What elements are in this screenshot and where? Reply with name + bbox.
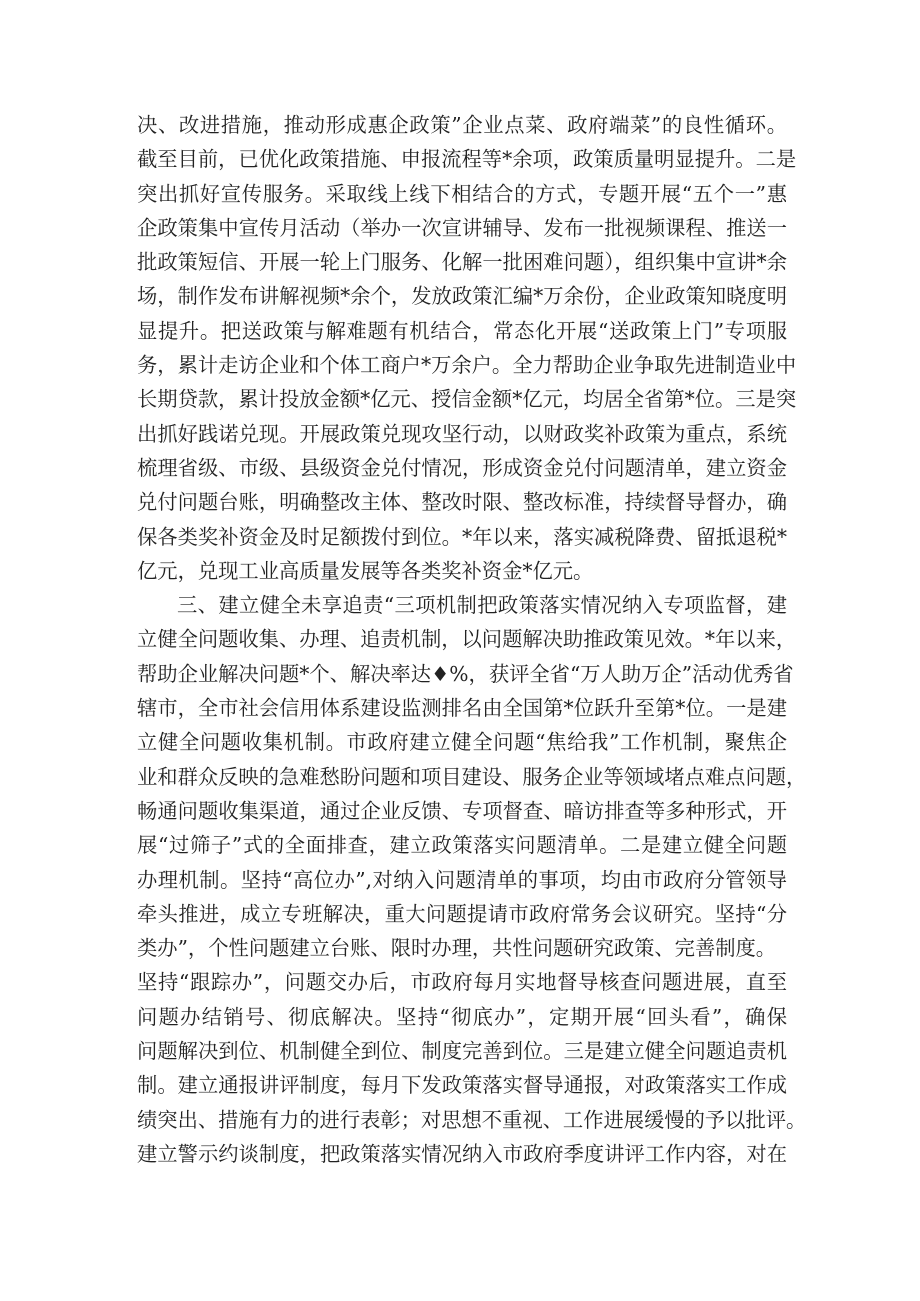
- text-line: 决、改进措施，推动形成惠企政策”企业点菜、政府端菜”的良性循环。: [137, 113, 787, 137]
- text-line: 务，累计走访企业和个体工商户*万余户。全力帮助企业争取先进制造业中: [137, 353, 797, 378]
- text-line: 兑付问题台账，明确整改主体、整改时限、整改标准，持续督导督办，确: [137, 490, 787, 515]
- text-line: 展“过筛子”式的全面排查，建立政策落实问题清单。二是建立健全问题: [137, 833, 787, 858]
- document-body: [137, 108, 807, 1171]
- text-line: 办理机制。坚持“高位办”,对纳入问题清单的事项，均由市政府分管领导: [137, 867, 787, 892]
- text-line: 三、建立健全未享追责“三项机制把政策落实情况纳入专项监督，建: [177, 593, 787, 618]
- text-line: 坚持“跟踪办”，问题交办后，市政府每月实地督导核查问题进展，直至: [137, 970, 787, 995]
- text-line: 建立警示约谈制度，把政策落实情况纳入市政府季度讲评工作内容，对在: [137, 1141, 787, 1166]
- text-line: 截至目前，已优化政策措施、申报流程等*余项，政策质量明显提升。二是: [137, 147, 797, 172]
- text-line: 畅通问题收集渠道，通过企业反馈、专项督查、暗访排查等多种形式，开: [137, 798, 787, 823]
- text-line: 业和群众反映的急难愁盼问题和项目建设、服务企业等领域堵点难点问题，: [137, 764, 807, 789]
- text-line: 帮助企业解决问题*个、解决率达♦%，获评全省“万人助万企”活动优秀省: [137, 661, 794, 686]
- text-line: 立健全问题收集机制。市政府建立健全问题“焦给我”工作机制，聚焦企: [137, 730, 787, 755]
- text-line: 制。建立通报讲评制度，每月下发政策落实督导通报，对政策落实工作成: [137, 1073, 787, 1098]
- text-line: 牵头推进，成立专班解决，重大问题提请市政府常务会议研究。坚持“分: [137, 901, 787, 926]
- text-line: 突出抓好宣传服务。采取线上线下相结合的方式，专题开展“五个一”惠: [137, 181, 787, 206]
- text-line: 保各类奖补资金及时足额拨付到位。*年以来，落实减税降费、留抵退税*: [137, 524, 787, 549]
- text-line: 立健全问题收集、办理、追责机制，以问题解决助推政策见效。*年以来，: [137, 627, 797, 652]
- text-line: 问题办结销号、彻底解决。坚持“彻底办”，定期开展“回头看”，确保: [137, 1004, 787, 1029]
- text-line: 长期贷款，累计投放金额*亿元、授信金额*亿元，均居全省第*位。三是突: [137, 387, 797, 412]
- text-line: 亿元，兑现工业高质量发展等各类奖补资金*亿元。: [137, 558, 594, 583]
- text-line: 类办”，个性问题建立台账、限时办理，共性问题研究政策、完善制度。: [137, 936, 777, 961]
- text-line: 批政策短信、开展一轮上门服务、化解一批困难问题），组织集中宣讲*余: [137, 250, 787, 275]
- text-line: 企政策集中宣传月活动（举办一次宣讲辅导、发布一批视频课程、推送一: [137, 215, 787, 240]
- text-line: 出抓好践诺兑现。开展政策兑现攻坚行动，以财政奖补政策为重点，系统: [137, 421, 787, 446]
- text-line: 绩突出、措施有力的进行表彰；对思想不重视、工作进展缓慢的予以批评。: [137, 1107, 807, 1132]
- paragraph-continued: [137, 108, 797, 588]
- paragraph-section-three: [137, 588, 807, 1171]
- text-line: 辖市，全市社会信用体系建设监测排名由全国第*位跃升至第*位。一是建: [137, 696, 787, 721]
- text-line: 问题解决到位、机制健全到位、制度完善到位。三是建立健全问题追责机: [137, 1039, 787, 1064]
- text-line: 场，制作发布讲解视频*余个，发放政策汇编*万余份，企业政策知晓度明: [137, 284, 787, 309]
- text-line: 显提升。把送政策与解难题有机结合，常态化开展“送政策上门”专项服: [137, 318, 787, 343]
- text-line: 梳理省级、市级、县级资金兑付情况，形成资金兑付问题清单，建立资金: [137, 455, 787, 480]
